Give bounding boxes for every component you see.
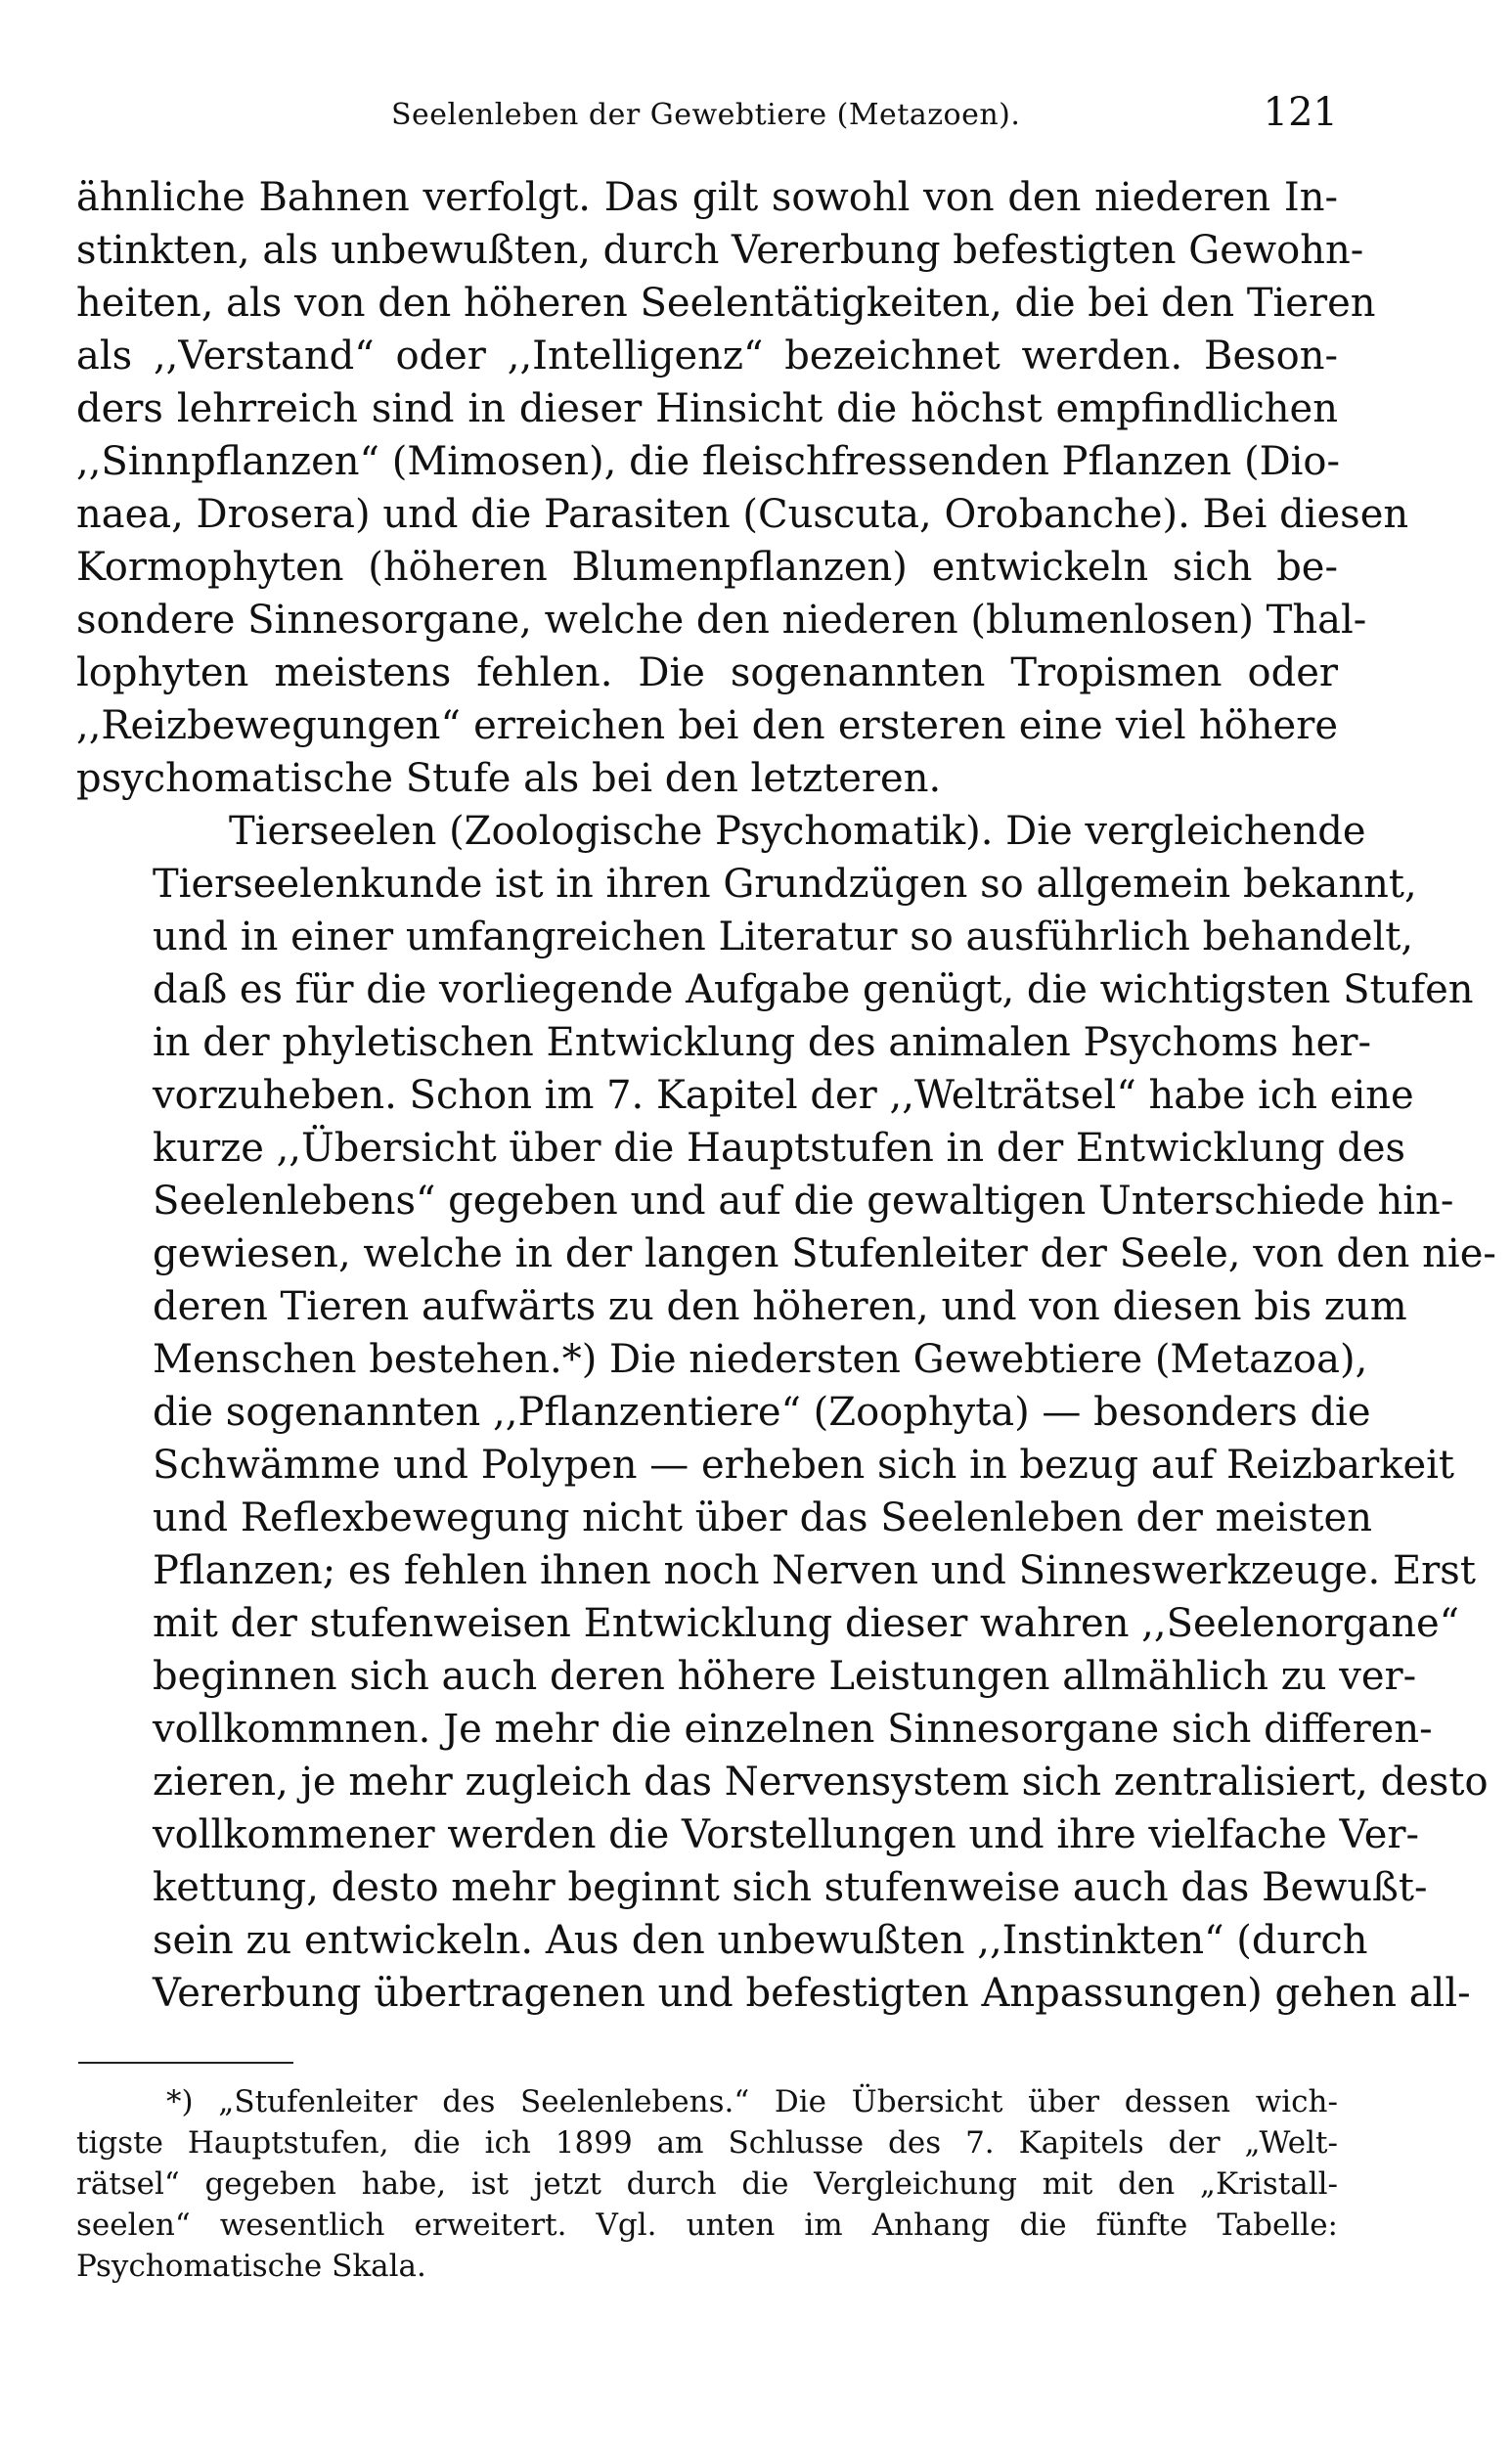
text-line: sein zu entwickeln. Aus den unbewußten ,,Instinkten“ (durch [153, 1918, 1368, 1963]
text-line: die sogenannten ,,Pflanzentiere“ (Zoophyta) — besonders die [153, 1390, 1371, 1435]
footnote-line: tigste Hauptstufen, die ich 1899 am Schlusse des 7. Kapitels der „Welt- [76, 2125, 1338, 2161]
text-line: Seelenlebens“ gegeben und auf die gewaltigen Unterschiede hin- [153, 1179, 1454, 1224]
paragraph [76, 805, 1496, 2020]
footnote-line: rätsel“ gegeben habe, ist jetzt durch die Vergleichung mit den „Kristall- [76, 2166, 1338, 2202]
text-line: sondere Sinnesorgane, welche den niederen (blumenlosen) Thal- [76, 598, 1367, 643]
text-line: heiten, als von den höheren Seelentätigkeiten, die bei den Tieren [76, 281, 1376, 326]
text-line: vorzuheben. Schon im 7. Kapitel der ,,Welträtsel“ habe ich eine [153, 1073, 1414, 1118]
text-line: vollkommener werden die Vorstellungen und ihre vielfache Ver- [153, 1812, 1419, 1857]
paragraph [76, 171, 1409, 805]
running-head-title: Seelenleben der Gewebtiere (Metazoen). [391, 98, 1021, 132]
text-line: kettung, desto mehr beginnt sich stufenweise auch das Bewußt- [153, 1865, 1428, 1910]
page-number: 121 [1263, 90, 1338, 135]
footnote-divider [78, 2062, 293, 2064]
footnote-line: Psychomatische Skala. [76, 2249, 426, 2284]
footnote-line: *) „Stufenleiter des Seelenlebens.“ Die Übersicht über dessen wich- [166, 2084, 1338, 2119]
text-line: deren Tieren aufwärts zu den höheren, und von diesen bis zum [153, 1284, 1407, 1329]
text-line: stinkten, als unbewußten, durch Vererbung befestigten Gewohn- [76, 228, 1364, 273]
text-line: in der phyletischen Entwicklung des animalen Psychoms her- [153, 1020, 1371, 1065]
text-line: ders lehrreich sind in dieser Hinsicht die höchst empfindlichen [76, 386, 1338, 431]
text-line: beginnen sich auch deren höhere Leistungen allmählich zu ver- [153, 1654, 1417, 1699]
text-line: Tierseelen (Zoologische Psychomatik). Die vergleichende [229, 809, 1366, 854]
text-line: naea, Drosera) und die Parasiten (Cuscuta, Orobanche). Bei diesen [76, 492, 1409, 537]
text-line: und Reflexbewegung nicht über das Seelenleben der meisten [153, 1495, 1372, 1540]
footnote [76, 2081, 1338, 2287]
body-text [76, 171, 1496, 2020]
text-line: ,,Sinnpflanzen“ (Mimosen), die fleischfressenden Pflanzen (Dio- [76, 439, 1341, 484]
text-line: psychomatische Stufe als bei den letzteren. [76, 756, 942, 801]
text-line: Vererbung übertragenen und befestigten Anpassungen) gehen all- [153, 1971, 1471, 2016]
text-line: ,,Reizbewegungen“ erreichen bei den ersteren eine viel höhere [76, 703, 1338, 748]
text-line: daß es für die vorliegende Aufgabe genügt, die wichtigsten Stufen [153, 967, 1474, 1012]
text-line: Menschen bestehen.*) Die niedersten Gewebtiere (Metazoa), [153, 1337, 1368, 1382]
running-head [76, 90, 1338, 149]
text-line: und in einer umfangreichen Literatur so ausführlich behandelt, [153, 914, 1414, 959]
text-line: zieren, je mehr zugleich das Nervensystem sich zentralisiert, desto [153, 1760, 1489, 1805]
footnote-line: seelen“ wesentlich erweitert. Vgl. unten im Anhang die fünfte Tabelle: [76, 2208, 1338, 2243]
text-line: Schwämme und Polypen — erheben sich in bezug auf Reizbarkeit [153, 1443, 1454, 1488]
text-line: Tierseelenkunde ist in ihren Grundzügen so allgemein bekannt, [153, 862, 1417, 907]
text-line: gewiesen, welche in der langen Stufenleiter der Seele, von den nie- [153, 1231, 1496, 1276]
text-line: Pflanzen; es fehlen ihnen noch Nerven und Sinneswerkzeuge. Erst [153, 1548, 1476, 1593]
text-line: als ,,Verstand“ oder ,,Intelligenz“ bezeichnet werden. Beson- [76, 334, 1338, 379]
text-line: mit der stufenweisen Entwicklung dieser wahren ,,Seelenorgane“ [153, 1601, 1460, 1646]
text-line: kurze ,,Übersicht über die Hauptstufen in der Entwicklung des [153, 1126, 1406, 1171]
text-line: vollkommnen. Je mehr die einzelnen Sinnesorgane sich differen- [153, 1707, 1433, 1752]
text-line: ähnliche Bahnen verfolgt. Das gilt sowohl von den niederen In- [76, 175, 1338, 220]
text-line: lophyten meistens fehlen. Die sogenannten Tropismen oder [76, 650, 1338, 695]
text-line: Kormophyten (höheren Blumenpflanzen) entwickeln sich be- [76, 545, 1338, 590]
